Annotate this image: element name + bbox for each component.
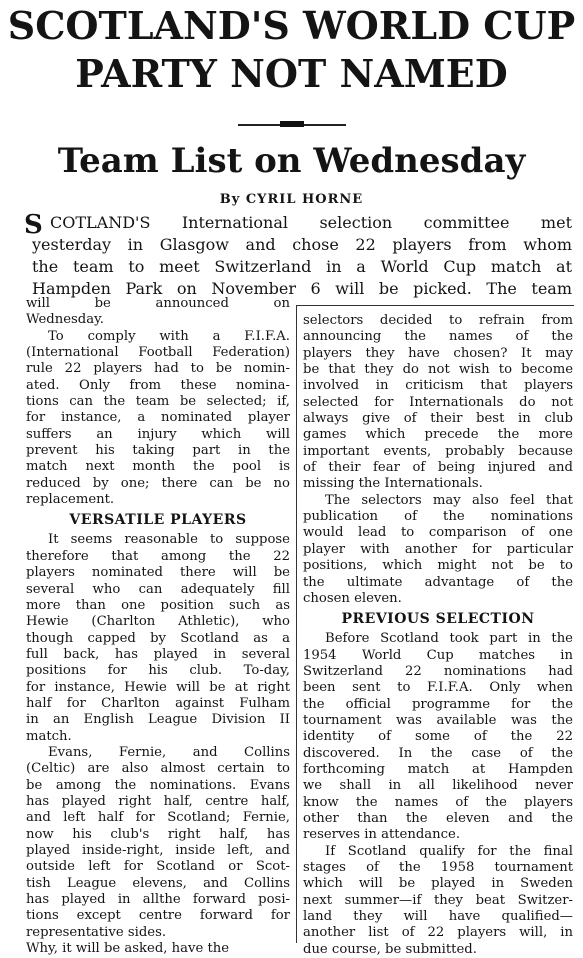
- text-line: Hewie (Charlton Athletic), who: [26, 614, 290, 630]
- text-line: which will be played in Sweden: [303, 876, 573, 892]
- byline: By CYRIL HORNE: [219, 192, 364, 207]
- text-line: full back, has played in several: [26, 646, 290, 662]
- text-line: would lead to comparison of one: [303, 525, 573, 541]
- text-line: involved in criticism that players: [303, 378, 573, 394]
- text-line: players nominated there will be: [26, 565, 290, 581]
- text-line: The selectors may also feel that: [325, 492, 573, 508]
- text-line: reserves in attendance.: [303, 827, 461, 843]
- text-line: has played right half, centre half,: [26, 793, 290, 809]
- text-line: games which precede the more: [303, 427, 573, 443]
- text-line: another list of 22 players will, in: [303, 925, 573, 941]
- text-line: players they have chosen? It may: [303, 345, 573, 361]
- text-line: player with another for particular: [303, 541, 573, 557]
- text-line: other than the eleven and the: [303, 810, 573, 826]
- right-column: [303, 313, 573, 958]
- text-line: therefore that among the 22: [26, 548, 290, 564]
- text-line: be among the nominations. Evans: [26, 777, 290, 793]
- text-line: tish League elevens, and Collins: [26, 875, 290, 891]
- text-line: match.: [26, 728, 72, 744]
- text-line: To comply with a F.I.F.A.: [48, 328, 290, 344]
- text-line: positions, which might not be to: [303, 558, 573, 574]
- text-line: half for Charlton against Fulham: [26, 695, 290, 711]
- text-line: forthcoming match at Hampden: [303, 761, 573, 777]
- intro-line: Hampden Park on November 6 will be picked. The team: [32, 279, 572, 298]
- section-subheading: PREVIOUS SELECTION: [341, 611, 535, 628]
- text-line: been sent to F.I.F.A. Only when: [303, 680, 573, 696]
- text-line: has played in allthe forward posi-: [26, 892, 290, 908]
- text-line: due course, be submitted.: [303, 941, 477, 957]
- text-line: selectors decided to refrain from: [303, 313, 573, 328]
- text-line: we shall in all likelihood never: [303, 778, 573, 794]
- text-line: It seems reasonable to suppose: [48, 532, 290, 548]
- text-line: tions can the team be selected; if,: [26, 394, 290, 410]
- text-line: Wednesday.: [26, 312, 104, 328]
- text-line: selected for Internationals do not: [303, 394, 573, 410]
- text-line: for instance, Hewie will be at right: [26, 679, 290, 695]
- text-line: of their fear of being injured and: [303, 460, 573, 476]
- text-line: the ultimate advantage of the: [303, 574, 573, 590]
- text-line: announcing the names of the: [303, 329, 573, 345]
- text-line: rule 22 players had to be nomin-: [26, 361, 290, 377]
- text-line: positions for his club. To-day,: [26, 663, 290, 679]
- text-line: important events, probably because: [303, 443, 573, 459]
- text-line: stages of the 1958 tournament: [303, 860, 573, 875]
- text-line: If Scotland qualify for the final: [325, 843, 573, 859]
- text-line: in an English League Division II: [26, 712, 290, 728]
- text-line: played inside-right, inside left, and: [26, 843, 290, 858]
- intro-line: yesterday in Glasgow and chose 22 players from whom: [32, 235, 572, 254]
- text-line: Switzerland 22 nominations had: [303, 663, 573, 679]
- text-line: will be announced on: [26, 296, 290, 311]
- text-line: outside left for Scotland or Scot-: [26, 859, 290, 875]
- text-line: always give of their best in club: [303, 411, 573, 427]
- text-line: suffers an injury which will: [26, 426, 290, 442]
- text-line: Why, it will be asked, have the: [26, 941, 230, 957]
- dropcap: S: [24, 210, 43, 240]
- text-line: missing the Internationals.: [303, 476, 483, 492]
- text-line: (International Football Federation): [26, 345, 290, 361]
- text-line: match next month the pool is: [26, 459, 290, 475]
- intro-line: the team to meet Switzerland in a World Cup match at: [32, 257, 572, 276]
- text-line: know the names of the players: [303, 794, 573, 810]
- text-line: publication of the nominations: [303, 509, 573, 525]
- text-line: Before Scotland took part in the: [325, 631, 573, 647]
- text-line: now his club's right half, has: [26, 826, 290, 842]
- text-line: (Celtic) are also almost certain to: [26, 761, 290, 777]
- text-line: and left half for Scotland; Fernie,: [26, 810, 290, 826]
- text-line: tournament was available was the: [303, 712, 573, 728]
- text-line: next summer—if they beat Switzer-: [303, 892, 573, 908]
- column-top-rule: [296, 305, 574, 306]
- text-line: the official programme for the: [303, 696, 573, 712]
- text-line: reduced by one; there can be no: [26, 475, 290, 491]
- text-line: be that they do not wish to become: [303, 362, 573, 378]
- headline-line-2: PARTY NOT NAMED: [75, 51, 508, 96]
- text-line: representative sides.: [26, 924, 167, 940]
- text-line: 1954 World Cup matches in: [303, 647, 573, 663]
- text-line: identity of some of the 22: [303, 729, 573, 745]
- column-divider: [296, 305, 297, 943]
- text-line: discovered. In the case of the: [303, 745, 573, 761]
- left-column: [26, 296, 290, 957]
- text-line: several who can adequately fill: [26, 581, 290, 597]
- intro-paragraph: [24, 210, 572, 300]
- text-line: prevent his taking part in the: [26, 443, 290, 459]
- text-line: tions except centre forward for: [26, 908, 290, 924]
- text-line: ated. Only from these nomina-: [26, 377, 290, 393]
- text-line: though capped by Scotland as a: [26, 630, 290, 646]
- headline-line-1: SCOTLAND'S WORLD CUP: [7, 3, 576, 48]
- intro-line: COTLAND'S International selection committee met: [50, 213, 572, 232]
- text-line: more than one position such as: [26, 597, 290, 613]
- text-line: Evans, Fernie, and Collins: [48, 744, 290, 760]
- text-line: land they will have qualified—: [303, 909, 573, 925]
- section-subheading: VERSATILE PLAYERS: [69, 512, 247, 529]
- decorative-rule: [238, 118, 346, 130]
- text-line: replacement.: [26, 492, 115, 508]
- text-line: chosen eleven.: [303, 590, 402, 606]
- text-line: for instance, a nominated player: [26, 410, 290, 426]
- subheadline: Team List on Wednesday: [57, 141, 526, 181]
